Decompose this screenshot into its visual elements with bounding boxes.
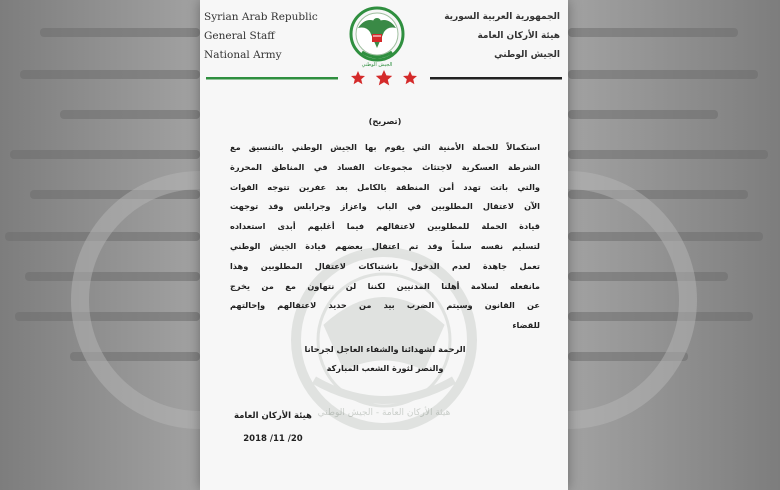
blurred-text-lines [0,0,200,490]
closing-line: الرحمة لشهدائنا والشفاء العاجل لجرحانا [304,343,466,354]
statement-line: استكمالاً للحملة الأمنية التي يقوم بها الجيش الوطني بالتنسيق مع [230,142,540,152]
statement-body [230,92,540,378]
emblem-ribbon-text: الجيش الوطني [361,62,393,68]
header-arabic [444,8,560,65]
signature-org: هيئة الأركان العامة [234,411,312,421]
header-country: Syrian Arab Republic [204,11,318,23]
header-english [204,8,318,65]
statement-title: (تصريح) [368,116,402,126]
star-icon [403,71,417,84]
statement-line: مانفعله لسلامة أهلنا المدنيين لكننا لن نتهاون مع من يخرج [230,280,540,291]
statement-line: الشرطة العسكرية لاجتثاث مجموعات الفساد في المناطق المحررة [230,161,540,172]
header-staff-arabic: هيئة الأركان العامة [477,31,560,41]
blurred-background-left [0,0,200,490]
divider-red-stars [351,70,417,85]
signature-block [234,405,312,451]
statement-line: تعمل جاهدة لعدم الدخول باشتباكات لاعتقال المطلوبين وهذا [230,260,540,271]
header-army-arabic: الجيش الوطني [494,50,560,60]
eagle-emblem-icon [348,4,406,68]
header-country-arabic: الجمهورية العربية السورية [444,12,560,22]
watermark-text: هيئة الأركان العامة - الجيش الوطني [317,408,451,418]
statement-line: والتي باتت تهدد أمن المنطقة بالكامل بعد عفرين تتوجه القوات [230,181,540,192]
flag-divider [206,70,562,86]
statement-line: الآن لاعتقال المطلوبين في الباب واعزاز وجرابلس وقد توجهت [230,201,540,212]
statement-line: لتسليم نفسه سلماً وقد تم اعتقال بعضهم قيادة الجيش الوطني [230,240,540,251]
header-staff: General Staff [204,30,275,42]
blurred-text-lines [568,0,780,490]
statement-closing [230,340,540,378]
statement-document [200,0,568,490]
header-army: National Army [204,49,282,61]
divider-black-bar [430,77,562,80]
closing-line: والنصر لثورة الشعب المباركة [326,362,444,373]
signature-date: 2018 /11 /20 [243,434,303,444]
statement-line: قيادة الحملة للمطلوبين لاعتقالهم فيما أغلبهم أبدى استعداده [230,221,540,232]
statement-line: للقضاء [512,320,540,331]
star-icon [351,71,365,84]
divider-green-bar [206,77,338,80]
blurred-background-right [568,0,780,490]
star-icon [376,70,392,85]
statement-line: عن القانون وسيتم الضرب بيد من حديد لاعتقالهم وإحالتهم [230,300,540,311]
